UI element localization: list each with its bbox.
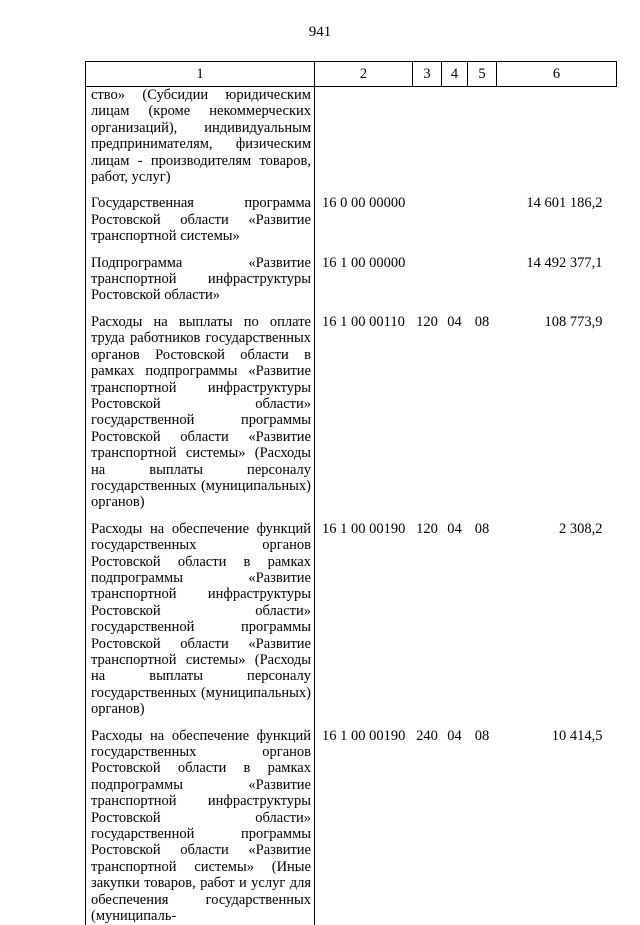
row-name: Подпрограмма «Развитие транспортной инфраструктуры Ростовской области» <box>86 255 315 304</box>
row-expense-type: 240 <box>416 727 438 744</box>
row-subsection <box>468 195 497 244</box>
row-expense-type <box>413 195 442 244</box>
row-section <box>442 87 468 186</box>
row-spacer <box>86 511 617 521</box>
row-expense-type <box>413 255 442 304</box>
header-row <box>86 62 617 87</box>
row-amount: 10 414,5 <box>551 727 603 744</box>
row-subsection: 08 <box>474 727 490 744</box>
row-section: 04 <box>447 520 462 537</box>
table-row <box>86 521 617 718</box>
row-spacer <box>86 718 617 728</box>
column-header-expense-type: 3 <box>413 62 442 87</box>
page-number: 941 <box>308 24 332 40</box>
table-row <box>86 255 617 304</box>
row-expense-type <box>413 87 442 186</box>
row-section <box>442 255 468 304</box>
table-row <box>86 195 617 244</box>
table-row <box>86 87 617 186</box>
row-subsection <box>468 87 497 186</box>
row-subsection <box>468 255 497 304</box>
row-expense-type: 120 <box>416 313 438 330</box>
row-amount: 2 308,2 <box>559 520 603 537</box>
row-section: 04 <box>447 313 462 330</box>
row-section: 04 <box>447 727 462 744</box>
row-name: Расходы на выплаты по оплате труда работников государственных органов Ростовской области в рамках подпрограммы «Развитие транспортной инфраструктуры Ростовской области» государственной программы Ростовской области «Развитие транспортной системы» (Расходы на выплаты персоналу государственных (муниципальных) органов) <box>86 314 315 511</box>
table-row <box>86 314 617 511</box>
row-spacer <box>86 245 617 255</box>
row-target-article: 16 0 00 00000 <box>322 195 406 212</box>
row-name: ство» (Субсидии юридическим лицам (кроме некоммерческих организаций), индивидуальным предпринимателям, физическим лицам - производителям товаров, работ, услуг) <box>86 87 315 186</box>
row-amount: 14 601 186,2 <box>526 195 603 212</box>
row-amount <box>497 87 617 186</box>
column-header-amount: 6 <box>497 62 617 87</box>
table-body <box>86 87 617 925</box>
row-target-article: 16 1 00 00110 <box>322 313 405 330</box>
column-header-target-article: 2 <box>315 62 413 87</box>
row-target-article: 16 1 00 00190 <box>322 520 406 537</box>
row-spacer <box>86 304 617 314</box>
row-subsection: 08 <box>474 313 490 330</box>
budget-table <box>85 61 617 925</box>
row-amount: 14 492 377,1 <box>526 254 603 271</box>
row-name: Расходы на обеспечение функций государственных органов Ростовской области в рамках подпрограммы «Развитие транспортной инфраструктуры Ростовской области» государственной программы Ростовской области «Развитие транспортной системы» (Расходы на выплаты персоналу государственных (муниципальных) органов) <box>86 521 315 718</box>
column-header-name: 1 <box>86 62 315 87</box>
row-target-article: 16 1 00 00000 <box>322 254 406 271</box>
row-name: Расходы на обеспечение функций государственных органов Ростовской области в рамках подпрограммы «Развитие транспортной инфраструктуры Ростовской области» государственной программы Ростовской области «Развитие транспортной системы» (Иные закупки товаров, работ и услуг для обеспечения государственных (муниципаль- <box>86 728 315 925</box>
row-target-article <box>315 87 413 186</box>
column-header-section: 4 <box>442 62 468 87</box>
column-header-subsection: 5 <box>468 62 497 87</box>
table-row <box>86 728 617 925</box>
row-expense-type: 120 <box>416 520 438 537</box>
table-header <box>86 62 617 87</box>
row-spacer <box>86 185 617 195</box>
row-section <box>442 195 468 244</box>
row-target-article: 16 1 00 00190 <box>322 727 406 744</box>
row-name: Государственная программа Ростовской области «Развитие транспортной системы» <box>86 195 315 244</box>
row-subsection: 08 <box>474 520 490 537</box>
row-amount: 108 773,9 <box>544 313 603 330</box>
